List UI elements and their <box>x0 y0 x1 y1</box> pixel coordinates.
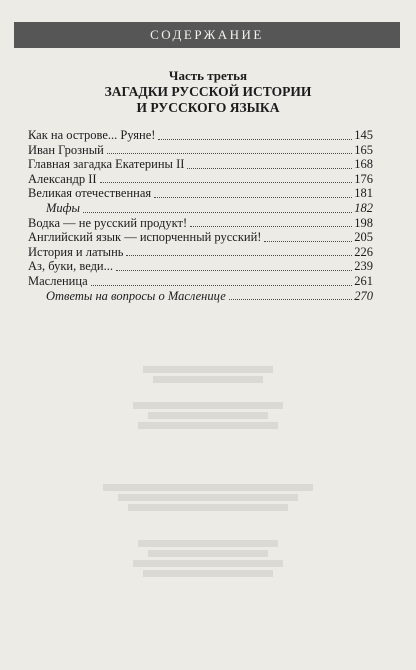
toc-entry-title: История и латынь <box>28 244 124 259</box>
toc-entry-page: 239 <box>354 259 373 274</box>
toc-leader-dots <box>116 269 352 271</box>
toc-entry-page: 176 <box>354 171 373 186</box>
toc-leader-dots <box>264 240 352 242</box>
toc-entry-title: Водка — не русский продукт! <box>28 215 188 230</box>
toc-entry[interactable] <box>28 230 373 245</box>
toc-entry[interactable] <box>28 186 373 201</box>
toc-leader-dots <box>107 152 352 154</box>
bleed-through-block-4 <box>0 540 416 580</box>
toc-leader-dots <box>100 181 353 183</box>
toc-leader-dots <box>190 225 352 227</box>
table-of-contents <box>28 128 373 303</box>
toc-entry[interactable] <box>28 128 373 143</box>
toc-entry-title: Как на острове... Руяне! <box>28 128 156 142</box>
toc-entry-page: 168 <box>354 157 373 172</box>
bleed-through-block-3 <box>0 484 416 514</box>
toc-leader-dots <box>91 284 353 286</box>
toc-entry[interactable] <box>28 216 373 231</box>
toc-entry[interactable] <box>28 259 373 274</box>
toc-entry[interactable] <box>28 157 373 172</box>
toc-entry-title: Масленица <box>28 273 88 288</box>
toc-entry-page: 226 <box>354 244 373 259</box>
toc-entry-page: 181 <box>354 186 373 201</box>
part-title <box>0 84 416 116</box>
toc-entry-page: 261 <box>354 273 373 288</box>
bleed-through-block-1 <box>0 366 416 386</box>
toc-entry[interactable] <box>28 143 373 158</box>
toc-leader-dots <box>126 254 352 256</box>
toc-leader-dots <box>154 196 352 198</box>
toc-entry-title: Великая отечественная <box>28 186 152 201</box>
toc-leader-dots <box>83 211 352 213</box>
toc-entry-title: Аз, буки, веди... <box>28 259 113 274</box>
section-header <box>14 22 400 48</box>
part-title-line-2: И РУССКОГО ЯЗЫКА <box>136 100 280 115</box>
part-title-line-1: ЗАГАДКИ РУССКОЙ ИСТОРИИ <box>104 84 312 99</box>
toc-subentry[interactable] <box>28 289 373 304</box>
toc-entry[interactable] <box>28 274 373 289</box>
toc-entry-page: 198 <box>354 215 373 230</box>
toc-entry-title: Английский язык — испорченный русский! <box>28 230 262 245</box>
part-label: Часть третья <box>168 68 248 83</box>
toc-entry-page: 165 <box>354 142 373 157</box>
toc-subentry[interactable] <box>28 201 373 216</box>
toc-entry-page: 145 <box>354 128 373 142</box>
toc-leader-dots <box>158 138 352 140</box>
toc-entry-title: Ответы на вопросы о Масленице <box>46 288 226 303</box>
section-header-title: СОДЕРЖАНИЕ <box>150 27 264 42</box>
toc-entry-page: 205 <box>354 230 373 245</box>
toc-leader-dots <box>187 167 352 169</box>
toc-leader-dots <box>229 298 353 300</box>
toc-entry[interactable] <box>28 172 373 187</box>
toc-entry-page: 182 <box>354 200 373 215</box>
toc-entry-title: Иван Грозный <box>28 142 104 157</box>
toc-entry-page: 270 <box>354 288 373 303</box>
toc-entry-title: Александр II <box>28 171 97 186</box>
toc-entry-title: Главная загадка Екатерины II <box>28 157 185 172</box>
toc-entry[interactable] <box>28 245 373 260</box>
bleed-through-block-2 <box>0 402 416 432</box>
toc-entry-title: Мифы <box>46 200 81 215</box>
